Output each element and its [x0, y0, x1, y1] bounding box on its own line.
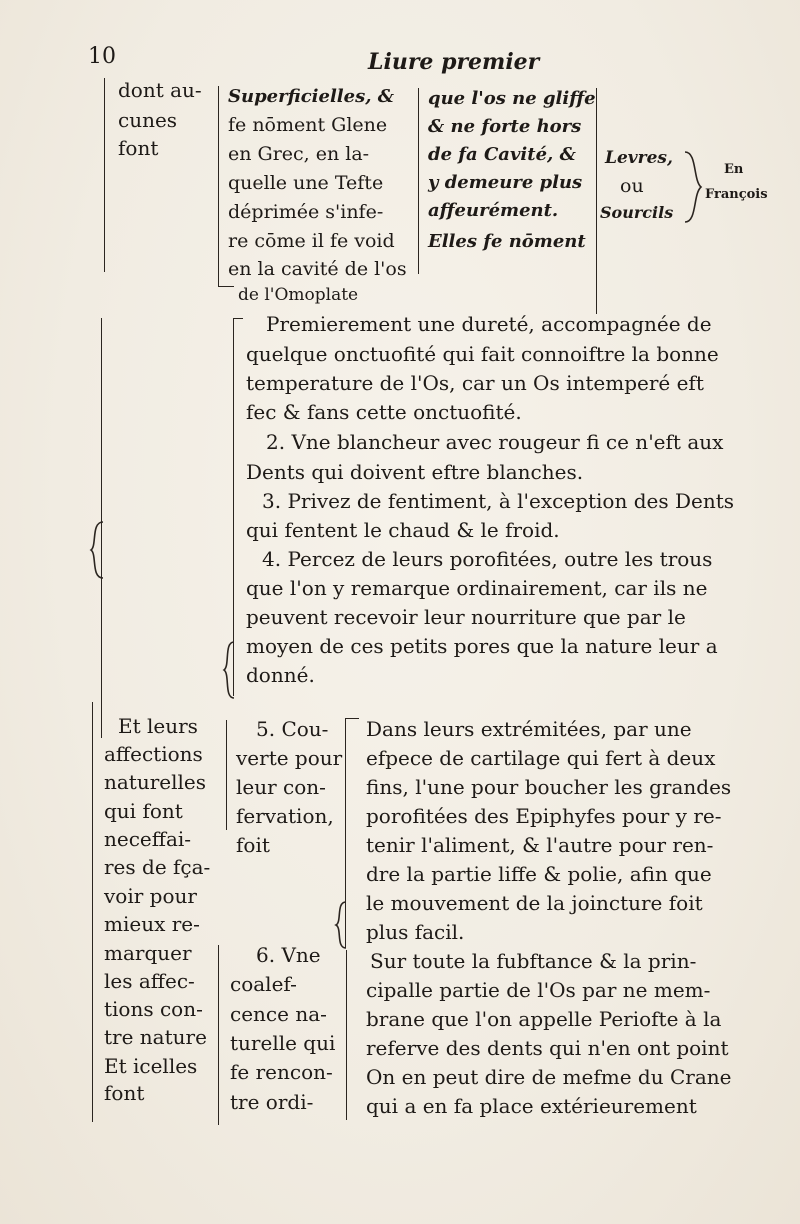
table-col1-line: cunes: [118, 108, 178, 132]
brace-icon: [683, 150, 703, 224]
right-line: brane que l'on appelle Periofte à la: [366, 1007, 722, 1031]
brace-icon: [334, 900, 348, 950]
margin-line: mieux re-: [104, 912, 200, 936]
table-col5-line: François: [705, 187, 768, 202]
running-title: Liure premier: [368, 49, 540, 75]
mid-line: fe rencon-: [230, 1060, 333, 1084]
margin-line: font: [104, 1081, 145, 1105]
text-line: Dents qui doivent eftre blanches.: [246, 460, 584, 484]
text-line: que l'on y remarque ordinairement, car ils ne: [246, 576, 708, 600]
mid-line: verte pour: [236, 746, 343, 770]
text-line: peuvent recevoir leur nourriture que par le: [246, 605, 686, 629]
right-line: referve des dents qui n'en ont point: [366, 1036, 729, 1060]
margin-line: affections: [104, 742, 203, 766]
table-col3-line: & ne forte hors: [428, 116, 582, 137]
right-line: cipalle partie de l'Os par ne mem-: [366, 978, 711, 1002]
table-col4-line: Sourcils: [600, 203, 674, 222]
margin-line: naturelles: [104, 770, 207, 794]
table-col2-line: déprimée s'infe-: [228, 201, 384, 223]
mid-line: 5. Cou-: [256, 717, 329, 741]
text-line: 3. Privez de fentiment, à l'exception des Dents: [262, 489, 735, 513]
right-line: Dans leurs extrémitées, par une: [366, 717, 692, 741]
text-line: quelque onctuofité qui fait connoiftre la bonne: [246, 342, 719, 366]
mid-line: cence na-: [230, 1002, 327, 1026]
brace-icon: [222, 640, 236, 700]
table-col2-line: Superficielles, &: [228, 86, 394, 107]
table-col3-line: que l'os ne gliffe: [428, 88, 596, 109]
margin-line: les affec-: [104, 969, 195, 993]
right-line: dre la partie liffe & polie, afin que: [366, 862, 712, 886]
mid-line: leur con-: [236, 775, 326, 799]
text-line: qui fentent le chaud & le froid.: [246, 518, 560, 542]
text-line: temperature de l'Os, car un Os intemperé eft: [246, 371, 704, 395]
margin-line: marquer: [104, 941, 192, 965]
margin-line: Et leurs: [118, 714, 198, 738]
right-line: le mouvement de la joincture foit: [366, 891, 703, 915]
table-col2-line: en la cavité de l'os: [228, 258, 407, 280]
text-line: 4. Percez de leurs porofitées, outre les trous: [262, 547, 713, 571]
right-line: qui a en fa place extérieurement: [366, 1094, 697, 1118]
right-line: fins, l'une pour boucher les grandes: [366, 775, 732, 799]
right-line: plus facil.: [366, 920, 465, 944]
margin-line: res de fça-: [104, 855, 211, 879]
text-line: fec & fans cette onctuofité.: [246, 400, 522, 424]
right-line: On en peut dire de mefme du Crane: [366, 1065, 732, 1089]
table-col4-line: ou: [620, 175, 644, 197]
table-col2-line: fe nōment Glene: [228, 114, 388, 136]
table-col2-line: en Grec, en la-: [228, 143, 370, 165]
margin-line: voir pour: [104, 884, 197, 908]
mid-line: 6. Vne: [256, 943, 321, 967]
mid-line: foit: [236, 833, 270, 857]
table-col2-line: de l'Omoplate: [238, 285, 359, 305]
table-col3-line: y demeure plus: [428, 172, 583, 193]
margin-line: Et icelles: [104, 1054, 198, 1078]
right-line: tenir l'aliment, & l'autre pour ren-: [366, 833, 714, 857]
mid-line: fervation,: [236, 804, 334, 828]
table-col1-line: dont au-: [118, 78, 202, 102]
text-line: moyen de ces petits pores que la nature leur a: [246, 634, 718, 658]
text-line: Premierement une dureté, accompagnée de: [266, 312, 712, 336]
mid-line: tre ordi-: [230, 1090, 314, 1114]
right-line: Sur toute la fubftance & la prin-: [370, 949, 697, 973]
table-col4-line: Levres,: [605, 148, 673, 168]
margin-line: neceffai-: [104, 827, 192, 851]
margin-line: tre nature: [104, 1025, 207, 1049]
brace-icon: [89, 520, 105, 580]
margin-line: tions con-: [104, 997, 203, 1021]
text-line: donné.: [246, 663, 315, 687]
table-col5-line: En: [724, 162, 744, 177]
margin-line: qui font: [104, 799, 183, 823]
table-col3-line: affeurément.: [428, 200, 559, 221]
table-col2-line: quelle une Tefte: [228, 172, 384, 194]
table-col3-line: de fa Cavité, &: [428, 144, 576, 165]
table-col3-line: Elles fe nōment: [428, 231, 586, 252]
right-line: porofitées des Epiphyfes pour y re-: [366, 804, 722, 828]
page-number: 10: [88, 44, 116, 69]
mid-line: turelle qui: [230, 1031, 336, 1055]
right-line: efpece de cartilage qui fert à deux: [366, 746, 716, 770]
mid-line: coalef-: [230, 972, 297, 996]
table-col2-line: re cōme il fe void: [228, 230, 395, 252]
text-line: 2. Vne blancheur avec rougeur fi ce n'eft aux: [266, 430, 724, 454]
table-col1-line: font: [118, 136, 159, 160]
